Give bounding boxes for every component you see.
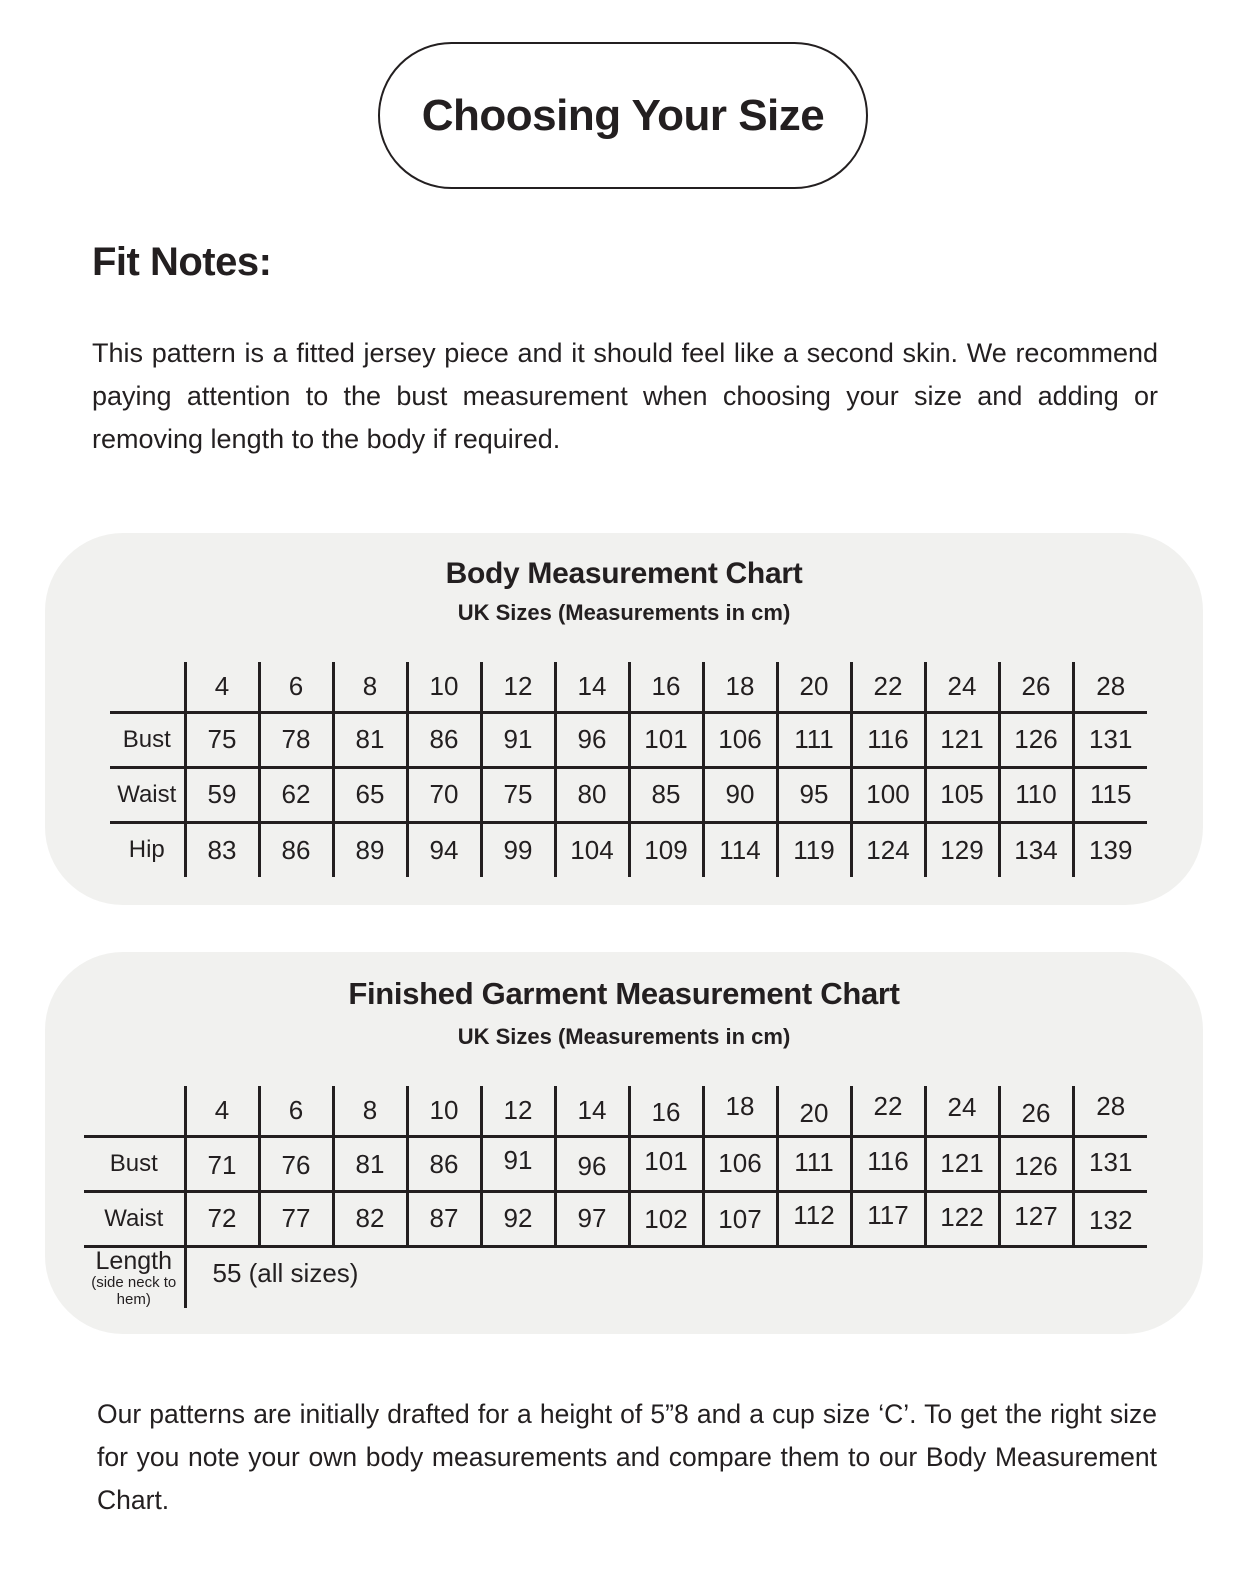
size-header-cell: 8 xyxy=(333,1086,407,1136)
measurement-cell: 110 xyxy=(999,767,1073,822)
measurement-cell: 96 xyxy=(555,1136,629,1191)
measurement-cell: 111 xyxy=(777,712,851,767)
size-header-cell: 22 xyxy=(851,662,925,712)
size-header-cell: 18 xyxy=(703,1086,777,1136)
measurement-cell: 62 xyxy=(259,767,333,822)
row-label: Bust xyxy=(110,712,185,767)
measurement-cell: 121 xyxy=(925,712,999,767)
measurement-cell: 127 xyxy=(999,1191,1073,1246)
measurement-cell: 134 xyxy=(999,822,1073,877)
size-header-cell: 28 xyxy=(1073,1086,1147,1136)
row-label: Bust xyxy=(84,1136,185,1191)
size-header-cell: 6 xyxy=(259,1086,333,1136)
size-header-cell: 24 xyxy=(925,1086,999,1136)
measurement-cell: 131 xyxy=(1073,1136,1147,1191)
measurement-cell: 99 xyxy=(481,822,555,877)
measurement-cell: 114 xyxy=(703,822,777,877)
measurement-cell: 71 xyxy=(185,1136,259,1191)
measurement-cell: 104 xyxy=(555,822,629,877)
size-header-cell: 18 xyxy=(703,662,777,712)
measurement-cell: 109 xyxy=(629,822,703,877)
measurement-cell: 106 xyxy=(703,1136,777,1191)
measurement-cell: 90 xyxy=(703,767,777,822)
measurement-row-length xyxy=(84,1246,1147,1308)
size-header-cell: 14 xyxy=(555,1086,629,1136)
measurement-cell: 87 xyxy=(407,1191,481,1246)
size-header-cell: 4 xyxy=(185,1086,259,1136)
garment-measurement-table xyxy=(84,1086,1147,1308)
measurement-cell: 122 xyxy=(925,1191,999,1246)
measurement-row-hip xyxy=(110,822,1147,877)
measurement-row-waist xyxy=(84,1191,1147,1246)
measurement-cell: 94 xyxy=(407,822,481,877)
measurement-cell: 82 xyxy=(333,1191,407,1246)
measurement-cell: 119 xyxy=(777,822,851,877)
size-header-cell: 12 xyxy=(481,1086,555,1136)
page-title-pill xyxy=(378,42,868,189)
measurement-cell: 77 xyxy=(259,1191,333,1246)
measurement-cell: 101 xyxy=(629,1136,703,1191)
measurement-cell: 86 xyxy=(259,822,333,877)
measurement-cell: 105 xyxy=(925,767,999,822)
row-label: Length (side neck to hem) xyxy=(91,1246,177,1308)
measurement-cell: 112 xyxy=(777,1191,851,1246)
garment-chart-subtitle: UK Sizes (Measurements in cm) xyxy=(457,1024,791,1049)
measurement-row-waist xyxy=(110,767,1147,822)
measurement-cell: 121 xyxy=(925,1136,999,1191)
size-header-row xyxy=(110,662,1147,712)
body-chart-subtitle: UK Sizes (Measurements in cm) xyxy=(457,600,791,625)
measurement-cell: 96 xyxy=(555,712,629,767)
measurement-cell: 81 xyxy=(333,712,407,767)
corner-cell xyxy=(84,1086,185,1136)
measurement-cell: 116 xyxy=(851,1136,925,1191)
page-title: Choosing Your Size xyxy=(421,90,825,140)
measurement-cell: 100 xyxy=(851,767,925,822)
size-header-cell: 4 xyxy=(185,662,259,712)
size-header-cell: 20 xyxy=(777,662,851,712)
measurement-cell: 106 xyxy=(703,712,777,767)
measurement-cell: 86 xyxy=(407,1136,481,1191)
size-header-cell: 6 xyxy=(259,662,333,712)
measurement-cell: 65 xyxy=(333,767,407,822)
row-label: Hip xyxy=(128,836,165,864)
measurement-cell: 124 xyxy=(851,822,925,877)
garment-chart-title: Finished Garment Measurement Chart xyxy=(348,976,900,1011)
size-header-cell: 20 xyxy=(777,1086,851,1136)
size-header-cell: 22 xyxy=(851,1086,925,1136)
measurement-cell: 117 xyxy=(851,1191,925,1246)
row-label: Waist xyxy=(84,1191,185,1246)
size-header-cell: 26 xyxy=(999,1086,1073,1136)
measurement-cell: 91 xyxy=(481,1136,555,1191)
measurement-cell: 102 xyxy=(629,1191,703,1246)
measurement-cell: 126 xyxy=(999,1136,1073,1191)
body-chart-title: Body Measurement Chart xyxy=(445,557,803,590)
corner-cell xyxy=(110,662,185,712)
measurement-cell: 85 xyxy=(629,767,703,822)
size-header-cell: 28 xyxy=(1073,662,1147,712)
measurement-cell: 91 xyxy=(481,712,555,767)
measurement-cell: 75 xyxy=(481,767,555,822)
size-header-cell: 14 xyxy=(555,662,629,712)
length-value-cell: 55 (all sizes) xyxy=(185,1246,1147,1308)
measurement-cell: 72 xyxy=(185,1191,259,1246)
measurement-cell: 107 xyxy=(703,1191,777,1246)
row-label: Waist xyxy=(110,767,185,822)
measurement-cell: 111 xyxy=(777,1136,851,1191)
measurement-cell: 129 xyxy=(925,822,999,877)
measurement-cell: 131 xyxy=(1073,712,1147,767)
fit-notes-heading: Fit Notes: xyxy=(92,240,272,284)
measurement-cell: 101 xyxy=(629,712,703,767)
size-header-cell: 10 xyxy=(407,1086,481,1136)
measurement-cell: 70 xyxy=(407,767,481,822)
measurement-cell: 86 xyxy=(407,712,481,767)
measurement-cell: 132 xyxy=(1073,1191,1147,1246)
measurement-cell: 116 xyxy=(851,712,925,767)
measurement-cell: 95 xyxy=(777,767,851,822)
measurement-cell: 92 xyxy=(481,1191,555,1246)
measurement-cell: 83 xyxy=(185,822,259,877)
measurement-cell: 80 xyxy=(555,767,629,822)
size-header-cell: 26 xyxy=(999,662,1073,712)
measurement-cell: 81 xyxy=(333,1136,407,1191)
footer-note: Our patterns are initially drafted for a height of 5”8 and a cup size ‘C’. To get the right size for you note your own body measurements and compare them to our Body Measurement Chart. xyxy=(97,1399,1157,1515)
size-header-cell: 8 xyxy=(333,662,407,712)
fit-notes-paragraph: This pattern is a fitted jersey piece and it should feel like a second skin. We recommend paying attention to the bust measurement when choosing your size and adding or removing length to the body if required. xyxy=(92,338,1158,454)
size-header-row xyxy=(84,1086,1147,1136)
measurement-cell: 75 xyxy=(185,712,259,767)
size-header-cell: 16 xyxy=(629,1086,703,1136)
size-header-cell: 10 xyxy=(407,662,481,712)
size-header-cell: 16 xyxy=(629,662,703,712)
measurement-cell: 126 xyxy=(999,712,1073,767)
measurement-cell: 59 xyxy=(185,767,259,822)
measurement-cell: 89 xyxy=(333,822,407,877)
measurement-row-bust xyxy=(110,712,1147,767)
measurement-cell: 139 xyxy=(1073,822,1147,877)
measurement-cell: 76 xyxy=(259,1136,333,1191)
measurement-cell: 97 xyxy=(555,1191,629,1246)
measurement-row-bust xyxy=(84,1136,1147,1191)
size-header-cell: 12 xyxy=(481,662,555,712)
measurement-cell: 115 xyxy=(1073,767,1147,822)
size-header-cell: 24 xyxy=(925,662,999,712)
body-measurement-table xyxy=(110,662,1147,877)
measurement-cell: 78 xyxy=(259,712,333,767)
